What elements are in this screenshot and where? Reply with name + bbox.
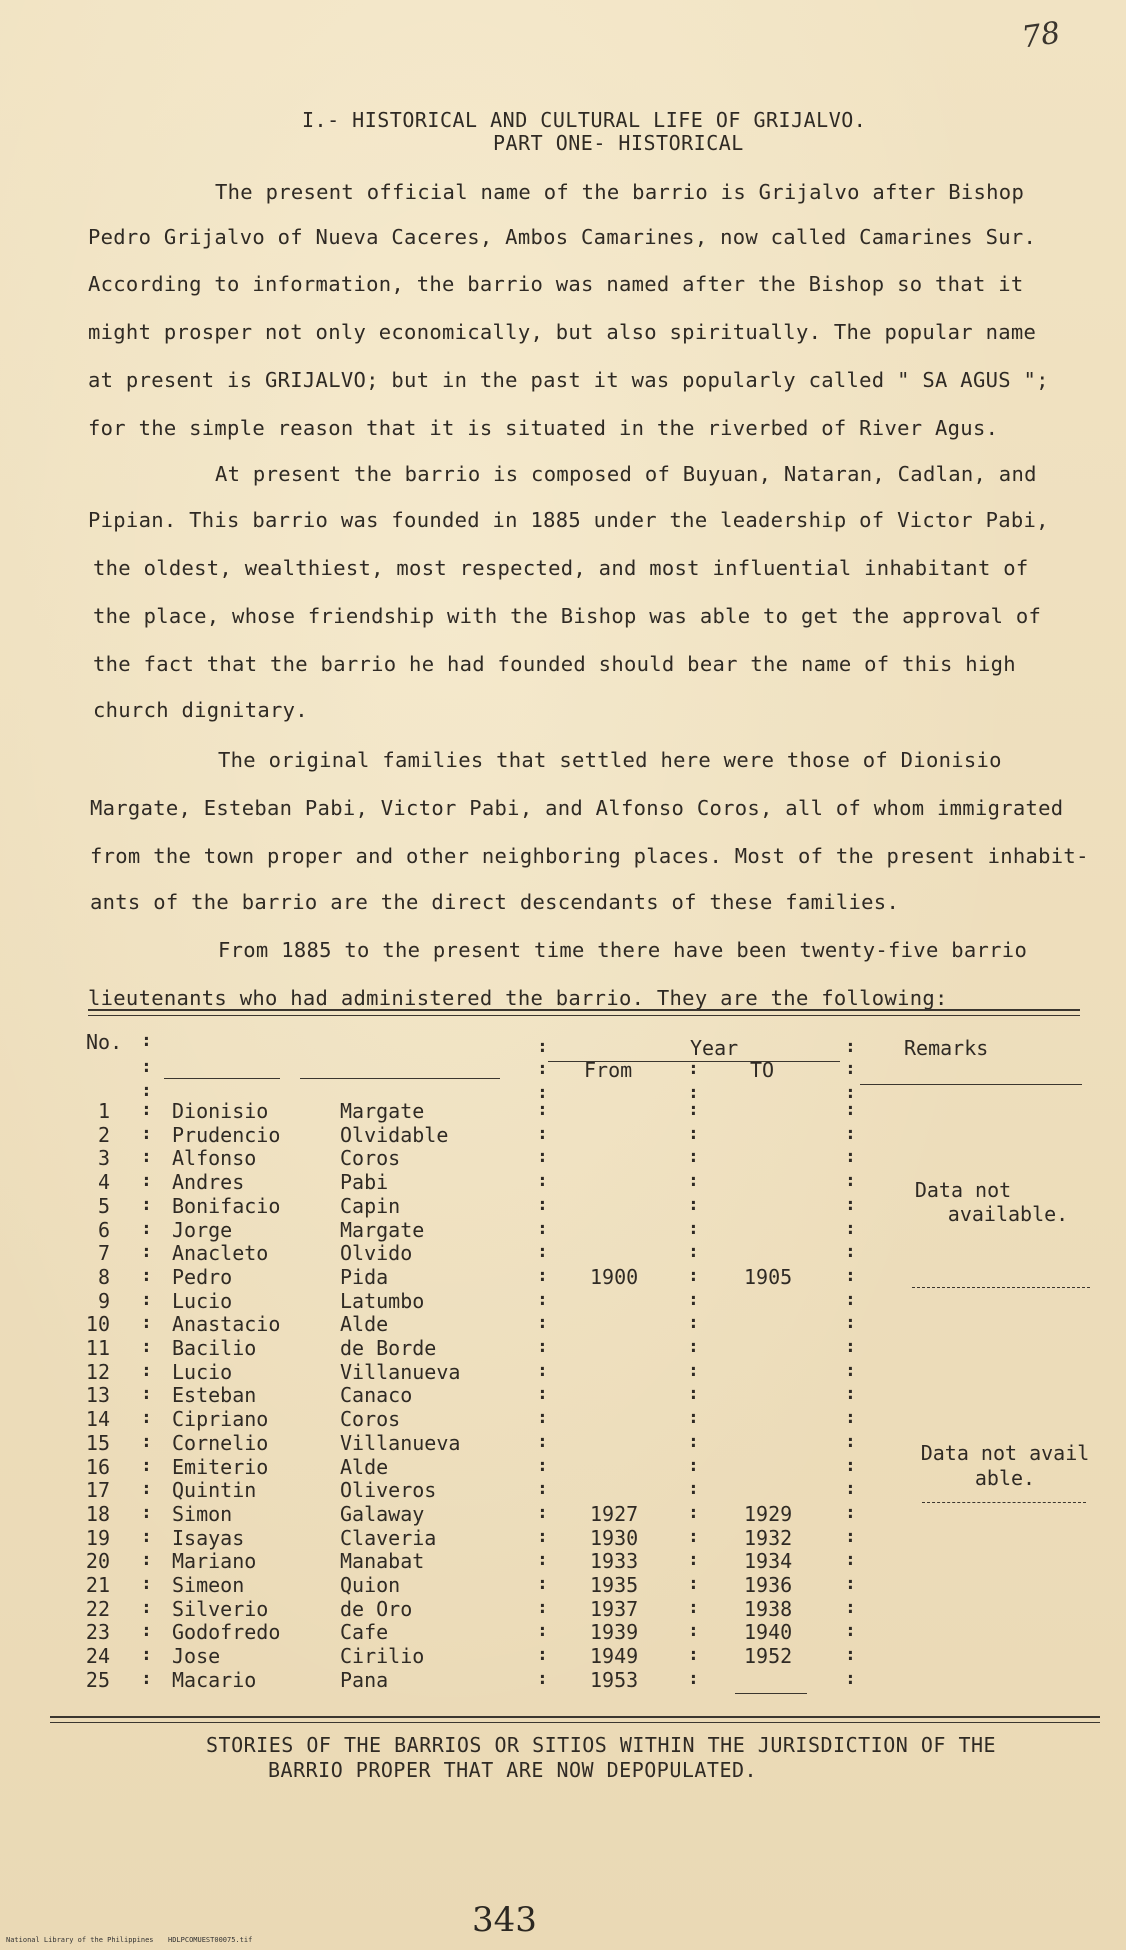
remark-line: Data not bbox=[914, 1178, 1012, 1202]
row-number: 9 bbox=[97, 1289, 110, 1313]
first-name: Pedro bbox=[172, 1265, 233, 1289]
header-from: From bbox=[584, 1058, 633, 1082]
table-top-rule bbox=[88, 1009, 1080, 1011]
year-to: 1934 bbox=[744, 1549, 793, 1573]
row-number: 24 bbox=[85, 1644, 110, 1668]
year-to: 1905 bbox=[744, 1265, 793, 1289]
remark-line: able. bbox=[974, 1466, 1036, 1490]
colon-mark: : bbox=[537, 1099, 548, 1120]
colon-mark: : bbox=[688, 1312, 699, 1333]
row-number: 13 bbox=[85, 1383, 110, 1407]
colon-mark: : bbox=[537, 1668, 548, 1689]
footer-heading-line1: STORIES OF THE BARRIOS OR SITIOS WITHIN THE JURISDICTION OF THE bbox=[206, 1733, 997, 1757]
colon-mark: : bbox=[141, 1336, 152, 1357]
last-name: Margate bbox=[340, 1218, 425, 1242]
colon-mark: : bbox=[141, 1573, 152, 1594]
paragraph-line: the fact that the barrio he had founded should bear the name of this high bbox=[93, 652, 1016, 676]
year-from: 1937 bbox=[590, 1597, 639, 1621]
row-number: 21 bbox=[85, 1573, 110, 1597]
last-name: Margate bbox=[340, 1099, 425, 1123]
colon-mark: : bbox=[845, 1478, 856, 1499]
colon-mark: : bbox=[537, 1360, 548, 1381]
colon-mark: : bbox=[688, 1218, 699, 1239]
colon-mark: : bbox=[688, 1573, 699, 1594]
last-name: Manabat bbox=[340, 1549, 425, 1573]
colon-mark: : bbox=[141, 1502, 152, 1523]
row-number: 25 bbox=[85, 1668, 110, 1692]
last-name: Pida bbox=[340, 1265, 389, 1289]
colon-mark: : bbox=[537, 1597, 548, 1618]
colon-mark: : bbox=[845, 1383, 856, 1404]
year-to: 1940 bbox=[744, 1620, 793, 1644]
first-name: Jorge bbox=[172, 1218, 233, 1242]
paragraph-line: Pipian. This barrio was founded in 1885 under the leadership of Victor Pabi, bbox=[88, 508, 1049, 532]
row-number: 7 bbox=[97, 1241, 110, 1265]
colon-mark: : bbox=[537, 1218, 548, 1239]
first-name: Prudencio bbox=[172, 1123, 281, 1147]
colon-mark: : bbox=[141, 1549, 152, 1570]
paragraph-line: From 1885 to the present time there have been twenty-five barrio bbox=[218, 938, 1028, 962]
archive-code: HDLPCOMUEST00075.tif bbox=[168, 1936, 253, 1944]
row-number: 12 bbox=[85, 1360, 110, 1384]
year-from: 1953 bbox=[590, 1668, 639, 1692]
colon-mark: : bbox=[141, 1241, 152, 1262]
colon-mark: : bbox=[141, 1194, 152, 1215]
colon-mark: : bbox=[537, 1620, 548, 1641]
colon-mark: : bbox=[141, 1360, 152, 1381]
last-name: Cafe bbox=[340, 1620, 389, 1644]
colon-mark: : bbox=[845, 1502, 856, 1523]
colon-mark: : bbox=[688, 1265, 699, 1286]
colon-mark: : bbox=[537, 1265, 548, 1286]
first-name: Cipriano bbox=[172, 1407, 269, 1431]
paragraph-line: Margate, Esteban Pabi, Victor Pabi, and Alfonso Coros, all of whom immigrated bbox=[90, 796, 1064, 820]
colon-mark: : bbox=[845, 1360, 856, 1381]
paragraph-line: ants of the barrio are the direct descendants of these families. bbox=[90, 890, 900, 914]
paragraph-line: The original families that settled here were those of Dionisio bbox=[218, 748, 1002, 772]
paragraph-line: Pedro Grijalvo of Nueva Caceres, Ambos Camarines, now called Camarines Sur. bbox=[88, 225, 1037, 249]
last-name: Alde bbox=[340, 1455, 389, 1479]
year-to: 1932 bbox=[744, 1526, 793, 1550]
colon-mark: : bbox=[845, 1146, 856, 1167]
colon-mark: : bbox=[845, 1526, 856, 1547]
colon-mark: : bbox=[537, 1407, 548, 1428]
last-name: Oliveros bbox=[340, 1478, 437, 1502]
colon-mark: : bbox=[537, 1123, 548, 1144]
page-number-bottom: 343 bbox=[472, 1900, 537, 1940]
last-name: Latumbo bbox=[340, 1289, 425, 1313]
colon-mark: : bbox=[845, 1573, 856, 1594]
to-underline bbox=[735, 1693, 807, 1694]
header-year: Year bbox=[690, 1036, 739, 1060]
colon-mark: : bbox=[141, 1597, 152, 1618]
colon-mark: : bbox=[537, 1644, 548, 1665]
row-number: 19 bbox=[85, 1526, 110, 1550]
colon-mark: : bbox=[537, 1383, 548, 1404]
last-name: Pabi bbox=[340, 1170, 389, 1194]
colon-mark: : bbox=[688, 1644, 699, 1665]
colon-mark: : bbox=[537, 1058, 548, 1079]
last-name: Claveria bbox=[340, 1526, 437, 1550]
paragraph-line: the place, whose friendship with the Bishop was able to get the approval of bbox=[93, 604, 1042, 628]
colon-mark: : bbox=[845, 1218, 856, 1239]
row-number: 1 bbox=[97, 1099, 110, 1123]
colon-mark: : bbox=[141, 1170, 152, 1191]
row-number: 23 bbox=[85, 1620, 110, 1644]
colon-mark: : bbox=[688, 1336, 699, 1357]
first-name: Simeon bbox=[172, 1573, 245, 1597]
remark-dash bbox=[922, 1502, 1086, 1503]
colon-mark: : bbox=[537, 1526, 548, 1547]
remark-line: Data not avail bbox=[920, 1441, 1090, 1465]
paragraph-line: church dignitary. bbox=[93, 698, 308, 722]
colon-mark: : bbox=[845, 1597, 856, 1618]
table-bottom-rule bbox=[50, 1716, 1100, 1718]
row-number: 20 bbox=[85, 1549, 110, 1573]
colon-mark: : bbox=[845, 1194, 856, 1215]
colon-mark: : bbox=[141, 1099, 152, 1120]
row-number: 4 bbox=[97, 1170, 110, 1194]
year-from: 1949 bbox=[590, 1644, 639, 1668]
colon-mark: : bbox=[845, 1289, 856, 1310]
colon-mark: : bbox=[845, 1407, 856, 1428]
colon-mark: : bbox=[845, 1265, 856, 1286]
page-number-handwritten: 78 bbox=[1019, 15, 1063, 56]
year-from: 1927 bbox=[590, 1502, 639, 1526]
colon-mark: : bbox=[141, 1123, 152, 1144]
colon-mark: : bbox=[845, 1082, 856, 1103]
first-name: Jose bbox=[172, 1644, 221, 1668]
paragraph-line: for the simple reason that it is situated in the riverbed of River Agus. bbox=[88, 416, 999, 440]
colon-mark: : bbox=[537, 1455, 548, 1476]
last-name: Quion bbox=[340, 1573, 401, 1597]
header-no: No. bbox=[86, 1030, 123, 1054]
colon-mark: : bbox=[845, 1644, 856, 1665]
colon-mark: : bbox=[141, 1383, 152, 1404]
colon-mark: : bbox=[688, 1058, 699, 1079]
colon-mark: : bbox=[845, 1099, 856, 1120]
colon-mark: : bbox=[537, 1431, 548, 1452]
header-dash bbox=[164, 1078, 280, 1079]
colon-mark: : bbox=[688, 1360, 699, 1381]
colon-mark: : bbox=[141, 1668, 152, 1689]
colon-mark: : bbox=[688, 1099, 699, 1120]
last-name: Cirilio bbox=[340, 1644, 425, 1668]
colon-mark: : bbox=[141, 1455, 152, 1476]
last-name: Alde bbox=[340, 1312, 389, 1336]
header-remarks: Remarks bbox=[904, 1036, 989, 1060]
colon-mark: : bbox=[141, 1289, 152, 1310]
first-name: Simon bbox=[172, 1502, 233, 1526]
colon-mark: : bbox=[845, 1620, 856, 1641]
remark-dash bbox=[912, 1287, 1090, 1288]
header-to: TO bbox=[750, 1058, 775, 1082]
year-from: 1900 bbox=[590, 1265, 639, 1289]
last-name: Olvido bbox=[340, 1241, 413, 1265]
colon-mark: : bbox=[688, 1407, 699, 1428]
colon-mark: : bbox=[537, 1082, 548, 1103]
colon-mark: : bbox=[845, 1336, 856, 1357]
colon-mark: : bbox=[141, 1431, 152, 1452]
last-name: Villanueva bbox=[340, 1431, 461, 1455]
paragraph-line: might prosper not only economically, but also spiritually. The popular name bbox=[88, 320, 1037, 344]
colon-mark: : bbox=[141, 1620, 152, 1641]
row-number: 6 bbox=[97, 1218, 110, 1242]
colon-mark: : bbox=[688, 1146, 699, 1167]
year-from: 1930 bbox=[590, 1526, 639, 1550]
colon-mark: : bbox=[141, 1146, 152, 1167]
colon-mark: : bbox=[537, 1289, 548, 1310]
heading-subtitle: PART ONE- HISTORICAL bbox=[493, 131, 744, 155]
paragraph-line: the oldest, wealthiest, most respected, and most influential inhabitant of bbox=[93, 556, 1029, 580]
first-name: Mariano bbox=[172, 1549, 257, 1573]
colon-mark: : bbox=[537, 1036, 548, 1057]
archive-label: National Library of the Philippines bbox=[6, 1936, 154, 1944]
row-number: 3 bbox=[97, 1146, 110, 1170]
colon-mark: : bbox=[537, 1241, 548, 1262]
row-number: 10 bbox=[85, 1312, 110, 1336]
row-number: 11 bbox=[85, 1336, 110, 1360]
year-to: 1936 bbox=[744, 1573, 793, 1597]
paragraph-line: At present the barrio is composed of Buyuan, Nataran, Cadlan, and bbox=[215, 462, 1037, 486]
colon-mark: : bbox=[688, 1502, 699, 1523]
last-name: Pana bbox=[340, 1668, 389, 1692]
colon-mark: : bbox=[845, 1549, 856, 1570]
row-number: 8 bbox=[97, 1265, 110, 1289]
colon-mark: : bbox=[537, 1146, 548, 1167]
colon-mark: : bbox=[141, 1056, 152, 1077]
colon-mark: : bbox=[537, 1549, 548, 1570]
year-from: 1935 bbox=[590, 1573, 639, 1597]
last-name: Capin bbox=[340, 1194, 401, 1218]
colon-mark: : bbox=[688, 1597, 699, 1618]
colon-mark: : bbox=[688, 1526, 699, 1547]
row-number: 15 bbox=[85, 1431, 110, 1455]
colon-mark: : bbox=[688, 1478, 699, 1499]
table-bottom-rule-2 bbox=[50, 1722, 1100, 1723]
year-to: 1952 bbox=[744, 1644, 793, 1668]
row-number: 17 bbox=[85, 1478, 110, 1502]
colon-mark: : bbox=[688, 1170, 699, 1191]
last-name: Coros bbox=[340, 1407, 401, 1431]
row-number: 2 bbox=[97, 1123, 110, 1147]
heading-title: I.- HISTORICAL AND CULTURAL LIFE OF GRIJALVO. bbox=[302, 108, 867, 132]
first-name: Anastacio bbox=[172, 1312, 281, 1336]
colon-mark: : bbox=[537, 1194, 548, 1215]
colon-mark: : bbox=[537, 1478, 548, 1499]
first-name: Bacilio bbox=[172, 1336, 257, 1360]
colon-mark: : bbox=[141, 1478, 152, 1499]
colon-mark: : bbox=[845, 1312, 856, 1333]
remarks-underline bbox=[860, 1084, 1082, 1085]
colon-mark: : bbox=[688, 1620, 699, 1641]
first-name: Alfonso bbox=[172, 1146, 257, 1170]
paragraph-line: at present is GRIJALVO; but in the past it was popularly called " SA AGUS "; bbox=[88, 368, 1049, 392]
last-name: de Borde bbox=[340, 1336, 437, 1360]
colon-mark: : bbox=[141, 1080, 152, 1101]
paragraph-line: lieutenants who had administered the barrio. They are the following: bbox=[88, 986, 948, 1010]
first-name: Quintin bbox=[172, 1478, 257, 1502]
last-name: Villanueva bbox=[340, 1360, 461, 1384]
colon-mark: : bbox=[141, 1265, 152, 1286]
year-from: 1939 bbox=[590, 1620, 639, 1644]
first-name: Macario bbox=[172, 1668, 257, 1692]
colon-mark: : bbox=[688, 1668, 699, 1689]
colon-mark: : bbox=[845, 1058, 856, 1079]
first-name: Lucio bbox=[172, 1289, 233, 1313]
colon-mark: : bbox=[688, 1431, 699, 1452]
colon-mark: : bbox=[688, 1082, 699, 1103]
first-name: Dionisio bbox=[172, 1099, 269, 1123]
colon-mark: : bbox=[845, 1036, 856, 1057]
colon-mark: : bbox=[845, 1455, 856, 1476]
year-from: 1933 bbox=[590, 1549, 639, 1573]
row-number: 16 bbox=[85, 1455, 110, 1479]
colon-mark: : bbox=[141, 1644, 152, 1665]
colon-mark: : bbox=[688, 1289, 699, 1310]
year-to: 1938 bbox=[744, 1597, 793, 1621]
colon-mark: : bbox=[141, 1218, 152, 1239]
last-name: de Oro bbox=[340, 1597, 413, 1621]
last-name: Coros bbox=[340, 1146, 401, 1170]
colon-mark: : bbox=[141, 1030, 152, 1051]
colon-mark: : bbox=[537, 1502, 548, 1523]
first-name: Cornelio bbox=[172, 1431, 269, 1455]
colon-mark: : bbox=[537, 1312, 548, 1333]
colon-mark: : bbox=[688, 1549, 699, 1570]
last-name: Canaco bbox=[340, 1383, 413, 1407]
paragraph-line: The present official name of the barrio is Grijalvo after Bishop bbox=[215, 180, 1025, 204]
first-name: Anacleto bbox=[172, 1241, 269, 1265]
colon-mark: : bbox=[845, 1241, 856, 1262]
last-name: Galaway bbox=[340, 1502, 425, 1526]
colon-mark: : bbox=[537, 1336, 548, 1357]
first-name: Isayas bbox=[172, 1526, 245, 1550]
colon-mark: : bbox=[845, 1668, 856, 1689]
colon-mark: : bbox=[141, 1526, 152, 1547]
colon-mark: : bbox=[688, 1455, 699, 1476]
first-name: Esteban bbox=[172, 1383, 257, 1407]
row-number: 14 bbox=[85, 1407, 110, 1431]
paragraph-line: According to information, the barrio was named after the Bishop so that it bbox=[88, 272, 1024, 296]
year-to: 1929 bbox=[744, 1502, 793, 1526]
last-name: Olvidable bbox=[340, 1123, 449, 1147]
remark-line: available. bbox=[947, 1202, 1069, 1226]
first-name: Andres bbox=[172, 1170, 245, 1194]
table-top-rule-2 bbox=[88, 1015, 1080, 1016]
colon-mark: : bbox=[141, 1312, 152, 1333]
first-name: Emiterio bbox=[172, 1455, 269, 1479]
colon-mark: : bbox=[688, 1241, 699, 1262]
row-number: 22 bbox=[85, 1597, 110, 1621]
row-number: 5 bbox=[97, 1194, 110, 1218]
colon-mark: : bbox=[537, 1573, 548, 1594]
colon-mark: : bbox=[845, 1170, 856, 1191]
colon-mark: : bbox=[141, 1407, 152, 1428]
header-dash bbox=[300, 1078, 500, 1079]
colon-mark: : bbox=[688, 1194, 699, 1215]
first-name: Silverio bbox=[172, 1597, 269, 1621]
first-name: Bonifacio bbox=[172, 1194, 281, 1218]
colon-mark: : bbox=[688, 1123, 699, 1144]
row-number: 18 bbox=[85, 1502, 110, 1526]
colon-mark: : bbox=[845, 1431, 856, 1452]
footer-heading-line2: BARRIO PROPER THAT ARE NOW DEPOPULATED. bbox=[268, 1758, 758, 1782]
colon-mark: : bbox=[537, 1170, 548, 1191]
colon-mark: : bbox=[845, 1123, 856, 1144]
colon-mark: : bbox=[688, 1383, 699, 1404]
first-name: Godofredo bbox=[172, 1620, 281, 1644]
first-name: Lucio bbox=[172, 1360, 233, 1384]
paragraph-line: from the town proper and other neighboring places. Most of the present inhabit- bbox=[90, 844, 1089, 868]
